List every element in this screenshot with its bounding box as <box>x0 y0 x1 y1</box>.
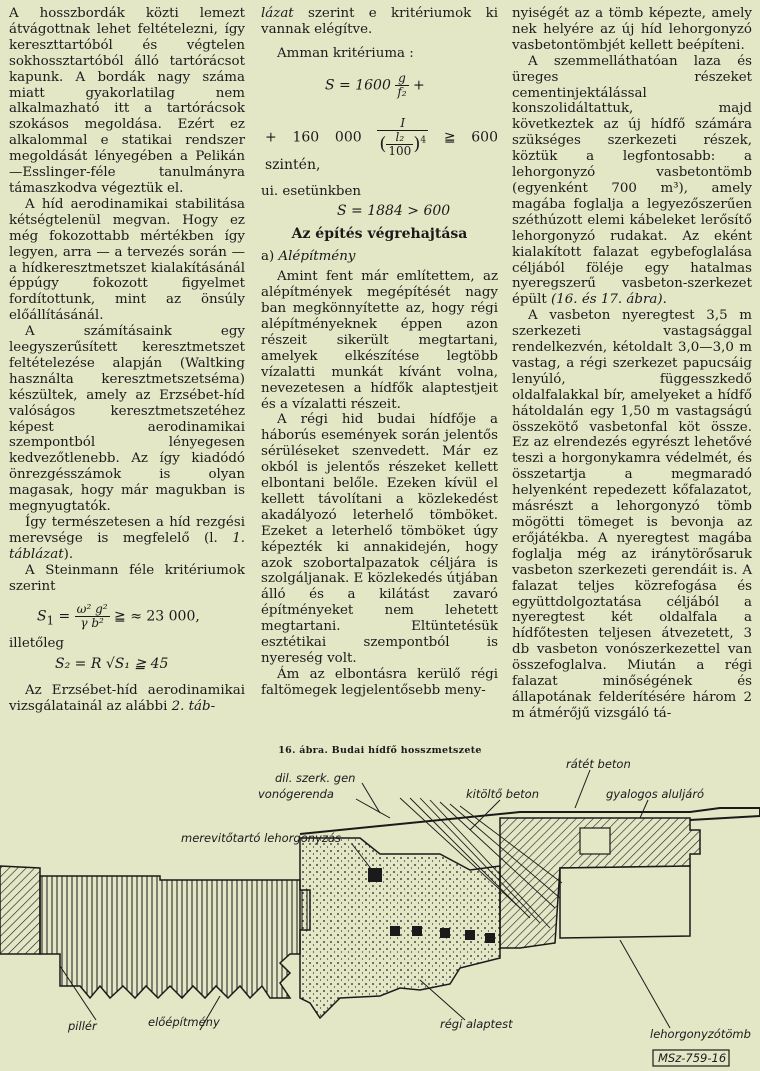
paragraph <box>9 683 245 715</box>
inner-fraction <box>386 131 413 158</box>
paragraph: Amint fent már említettem, az alépítmények megépítését nagy ban megkönnyítette az, hogy régi alépítményeknek éppen azon részeit sikerült megtartani, amelyek elkészítése legtöbb vízalatti munkát kívánt volna, nevezetesen a hídfők alaptestjeit és a vízalatti részeit. <box>261 269 498 412</box>
denominator: ( $\frac{\text{l₂}}{100}$ )$^4$ <box>379 129 427 158</box>
esetunkben: ui. esetünkben <box>261 183 362 199</box>
paragraph: nyiségét az a tömb képezte, amely nek helyére az új híd lehorgonyzó vasbetontömbjét kellett beépíteni. <box>512 6 752 53</box>
label-vonogerenda: vonógerenda <box>258 787 334 801</box>
subsection-title: Alépítmény <box>278 249 356 265</box>
label-gyalogos: gyalogos aluljáró <box>606 787 705 801</box>
section-drawing <box>0 758 760 1071</box>
eq-plus: + <box>413 77 425 94</box>
connector-word: illetőleg <box>9 635 64 651</box>
equation-amman-1 <box>325 72 498 99</box>
label-eloepitmeny: előépítmény <box>148 1015 220 1029</box>
text-run: Az Erzsébet-híd aerodinamikai vizsgálatainál az alábbi <box>9 683 245 715</box>
figure-caption: 16. ábra. Budai hídfő hosszmetszete <box>278 745 482 756</box>
text-run: ). <box>63 546 74 562</box>
paragraph: A régi hid budai hídfője a háborús események során jelentős sérüléseket szenvedett. Már ez okból is jelentős részeket kellett elbontani belőle. Ezeken kívül el kellett távolítani a közlekedést akadályozó leterhelő tömböket. Ezeket a leterhelő tömböket úgy képezték ki annakidején, hogy azok szobortalpazatok céljára is szolgáljanak. E közlekedés útjában álló és a kilátást zavaró építményeket nem lehetett megtartani. Eltüntetésük esztétikai szempontból is nyereség volt. <box>261 412 498 666</box>
paragraph <box>261 6 498 38</box>
denominator: 100 <box>388 143 412 158</box>
table-reference: 1. táblázat <box>9 530 245 562</box>
forward-structure-shape <box>40 876 310 998</box>
text-run: Így természetesen a híd rezgési merevsége is megfelelő (l. <box>9 515 245 546</box>
figure-reference: (16. és 17. ábra). <box>551 292 667 308</box>
section-heading: Az építés végrehajtása <box>291 226 468 243</box>
table-reference: lázat <box>261 6 294 21</box>
table-reference: 2. táb- <box>171 699 216 715</box>
equation-result: S = 1884 > 600 <box>337 202 451 219</box>
eq-rhs: ≧ ≈ 23 000, <box>114 608 200 625</box>
pier-shape <box>0 866 40 954</box>
eq-lhs: S = 1600 <box>325 77 391 94</box>
fraction <box>395 72 408 99</box>
paragraph: A hosszbordák közti lemezt átvágottnak lehet feltételezni, így kereszttartóból és végtelen sokhossztartóból álló tartórácsot kapunk. A bordák nagy száma miatt gyakorlatilag nem alkalmazható itt a tartórácsok szokásos megoldása. Ezért ez alkalommal e statikai rendszer megoldását lényegében a Pelikán—Esslinger-féle tanulmányra támaszkodva végeztük el. <box>9 6 245 196</box>
text-run: szerint e kritériumok ki vannak elégítve. <box>261 6 498 37</box>
label-merevito: merevitőtartó lehorgonyzás <box>181 831 341 845</box>
label-regi: régi alaptest <box>440 1017 513 1031</box>
eq-prefix: + 160 000 <box>265 129 362 146</box>
subsection-letter: a) <box>261 249 275 265</box>
eq-symbol: S <box>37 608 47 625</box>
numerator: g <box>395 72 408 86</box>
numerator: ω² g² <box>76 601 108 616</box>
equation-s2: S₂ = R √S₁ ≧ 45 <box>55 656 169 673</box>
label-dil: dil. szerk. gen <box>275 771 356 785</box>
paragraph <box>512 54 752 309</box>
label-lehorgonyzo: lehorgonyzótömb <box>650 1027 751 1041</box>
paragraph: A Steinmann féle kritériumok szerint <box>9 562 245 594</box>
text-column-3 <box>512 6 752 722</box>
label-ratet: rátét beton <box>566 758 631 771</box>
denominator: γ b² <box>80 615 104 630</box>
text-column-1 <box>9 6 245 715</box>
fraction <box>377 117 428 158</box>
equation-s1: $S_1$ = $\frac{\text{ω² g²}}{\text{γ b²}}$ ≧ ≈ 23 000, <box>37 601 200 630</box>
fraction <box>75 603 110 630</box>
paragraph: A híd aerodinamikai stabilitása kétségtelenül megvan. Hogy ez még fokozottabb mértékben így legyen, arra — a tervezés során — a hídkeresztmetszet kialakításánál éppúgy fokozott figyelmet fordítottunk, mint az önsúly előállításánál. <box>9 196 245 324</box>
amman-heading: Amman kritériuma : <box>277 45 414 61</box>
label-piller: pillér <box>68 1019 97 1033</box>
paragraph: A vasbeton nyeregtest 3,5 m szerkezeti vastagsággal rendelkezvén, kétoldalt 3,0—3,0 m vastag, a régi szerkezet papucsáig lenyúló, függesszkedő oldalfalakkal bír, amelyeket a hídfő hátoldalán egy 1,50 m vastagságú összekötő vasbetonfal köt össze. Ez az elrendezés egyrészt lehetővé teszi a horgonykamra védelmét, és összetartja a megmaradó helyenként repedezett kőfalazatot, másrészt a lehorgonyzó tömb mögötti tömeget is bevonja az erőjátékba. A nyeregtest magába foglalja még az iránytörősaruk vasbeton szerkezeti gerendáit is. A falazat teljes közrefogása és együttdolgoztatása céljából a nyeregtest két oldalfala a hídfőtesten teljesen átvezetett, 3 db vasbeton vonószerkezettel van összefoglalva. Miután a régi falazat minőségének és állapotának felderítésére három 2 m átmérőjű vizsgáló tá- <box>512 308 752 721</box>
denominator: f₂ <box>397 84 407 99</box>
anchorage-inner-shape <box>560 866 690 938</box>
eq-subscript: 1 <box>46 612 55 627</box>
label-kitolto: kitöltő beton <box>466 787 540 801</box>
paragraph: A számításaink egy leegyszerűsített keresztmetszet feltételezése alapján (Waltking használta keresztmetszetséma) készültek, amely az Erzsébet-híd valóságos keresztmetszetéhez képest aerodinamikai szempontból lényegesen kedvezőtlenebb. Az így kiadódó önrezgésszámok is olyan magasak, hogy már magukban is megnyugtatók. <box>9 324 245 515</box>
paragraph <box>9 515 245 563</box>
walkway-opening <box>580 828 610 854</box>
stamp-label: MSz-759-16 <box>658 1051 727 1065</box>
numerator: I <box>377 117 428 131</box>
eq-rhs: ≧ 600 szintén, <box>265 129 498 173</box>
subsection-heading <box>261 249 498 265</box>
text-run: A szemmelláthatóan laza és üreges részeket cementinjektálással konszolidáltattuk, majd következtek az új hídfő számára szükséges szerkezeti részek, köztük a legfontosabb: a lehorgonyzó vasbetontömb (egyenként 700 m³), amely magába foglalja a legyezőszerűen széthúzott elemi kábeleket lerősítő lehorgonyzó rudakat. Az eként kialakított falazat egybefoglalása céljából föléje egy hatalmas nyeregszerű vasbeton-szerkezet épült <box>512 53 752 308</box>
numerator: l₂ <box>386 131 413 145</box>
paragraph: Ám az elbontásra kerülő régi faltömegek legjelentősebb meny- <box>261 666 498 698</box>
text-column-2 <box>261 6 498 699</box>
equation-amman-2 <box>265 117 498 174</box>
